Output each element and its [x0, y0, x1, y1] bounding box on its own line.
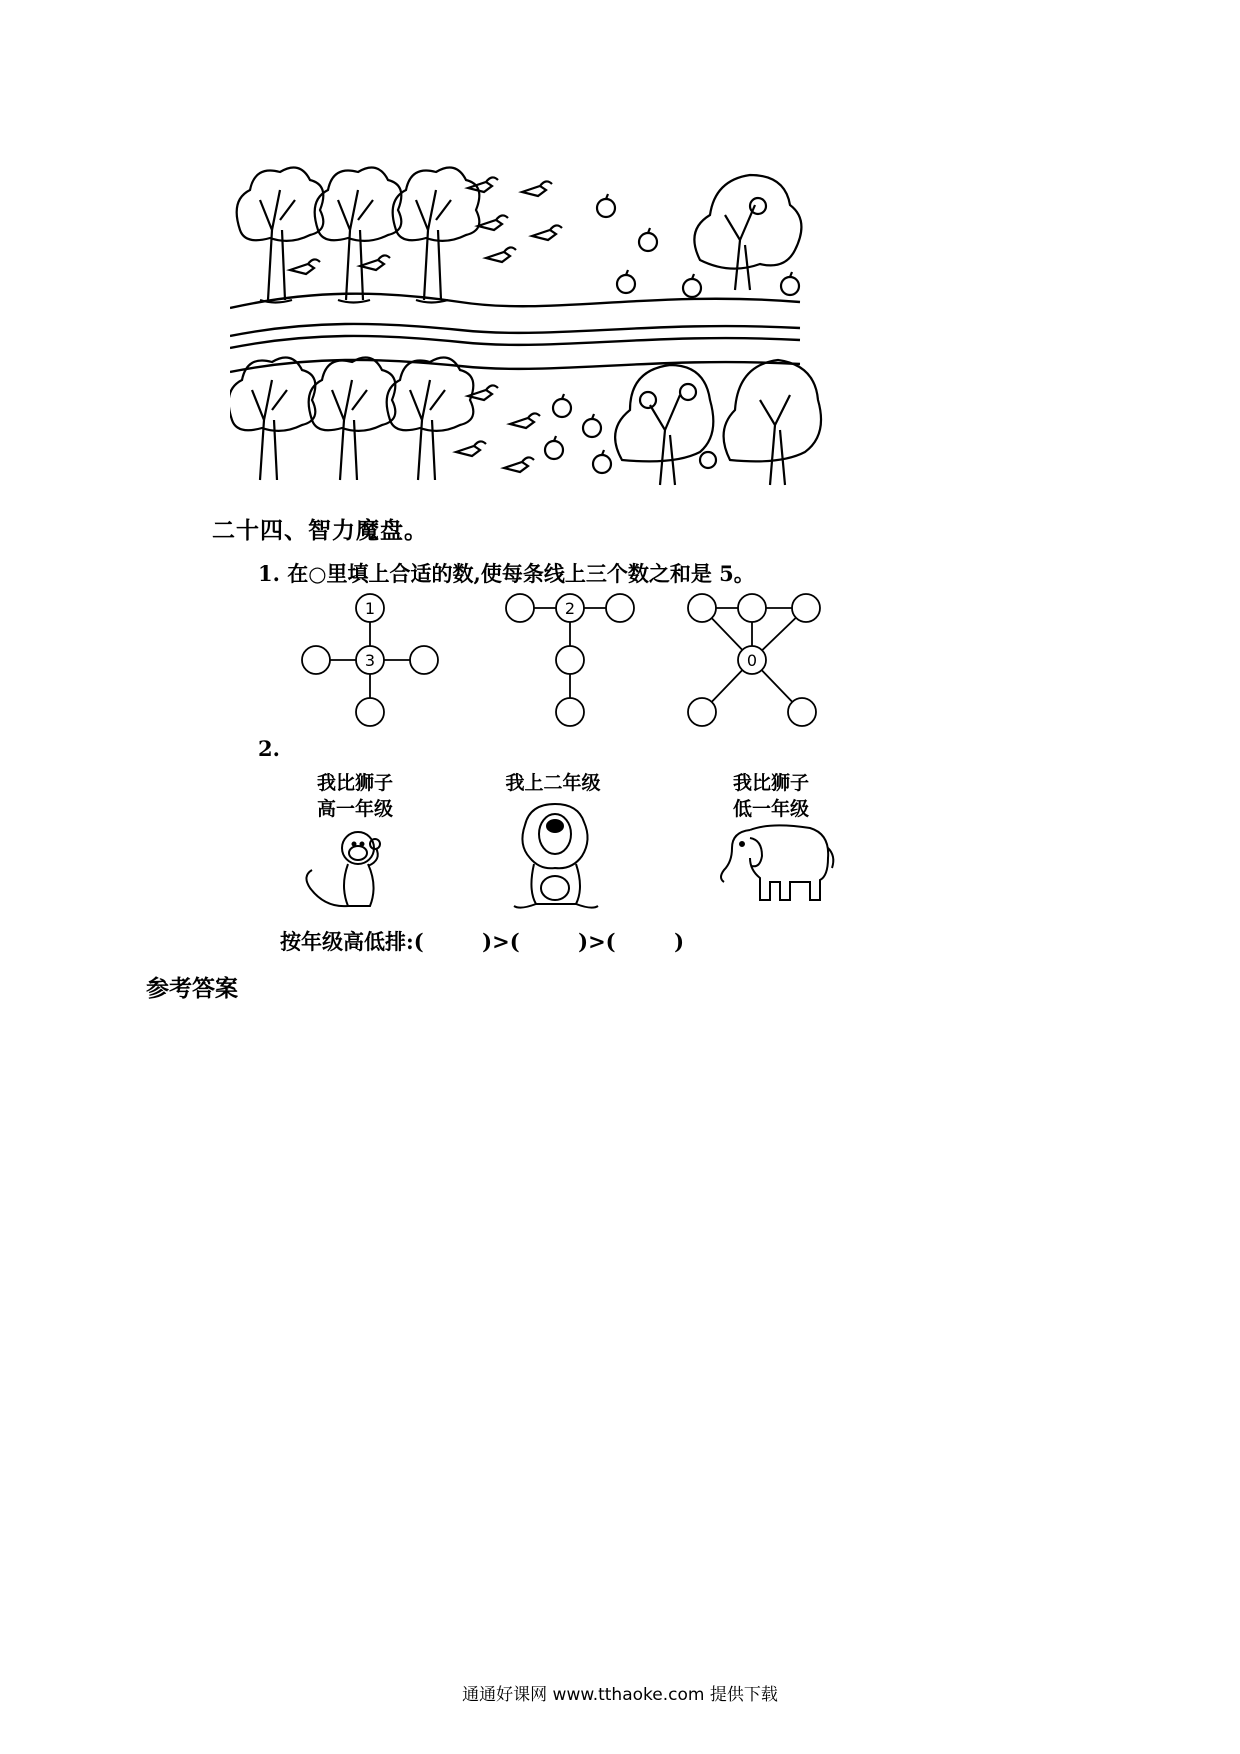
apple-tree-icon: [615, 365, 716, 485]
given-number: 3: [364, 651, 376, 670]
bird-icon: [468, 177, 498, 192]
circle-bottom[interactable]: [556, 698, 584, 726]
circle-top-right[interactable]: [792, 594, 820, 622]
bird-icon: [456, 441, 486, 456]
bird-icon: [510, 413, 540, 428]
magic-disk-cross: [300, 590, 450, 730]
tree-icon: [309, 358, 396, 481]
circle-bottom-left[interactable]: [688, 698, 716, 726]
lion-speech: 我上二年级: [505, 772, 601, 794]
apple-icon: [597, 194, 615, 217]
elephant-speech-line: 我比狮子: [732, 772, 809, 794]
forest-river-illustration: [230, 160, 930, 490]
monkey-icon: [300, 826, 400, 916]
circle-top-left[interactable]: [506, 594, 534, 622]
footer-text: 通通好课网 www.tthaoke.com 提供下载: [462, 1685, 778, 1705]
lion-icon: [500, 800, 610, 920]
elephant-speech-line: 低一年级: [732, 798, 809, 820]
tree-icon: [237, 168, 324, 303]
bird-icon: [478, 215, 508, 230]
given-number: 1: [364, 599, 376, 618]
apple-icon: [781, 272, 799, 295]
magic-disk-t: [502, 590, 652, 730]
order-answer-line[interactable]: 按年级高低排:( )>( )>( ): [280, 929, 685, 954]
section-title: 二十四、智力魔盘。: [212, 517, 428, 544]
circle-top-left[interactable]: [688, 594, 716, 622]
question-1-text: 1. 在○里填上合适的数,使每条线上三个数之和是 5。: [258, 561, 755, 586]
bird-icon: [504, 457, 534, 472]
magic-disk-triangle: [684, 590, 834, 730]
apple-icon: [617, 270, 635, 293]
given-number: 2: [564, 599, 576, 618]
tree-icon: [315, 168, 402, 303]
bird-icon: [360, 255, 390, 270]
tree-icon: [387, 358, 474, 481]
circle-bottom-right[interactable]: [788, 698, 816, 726]
circle-top-right[interactable]: [606, 594, 634, 622]
apple-icon: [545, 436, 563, 459]
given-number: 0: [746, 651, 758, 670]
monkey-speech-line: 我比狮子: [316, 772, 393, 794]
bird-icon: [486, 247, 516, 262]
elephant-icon: [710, 818, 840, 908]
apple-tree-icon: [694, 175, 801, 290]
elephant-speech: [716, 770, 826, 822]
monkey-speech-line: 高一年级: [316, 798, 393, 820]
monkey-speech: [300, 770, 410, 822]
circle-middle[interactable]: [556, 646, 584, 674]
apple-icon: [553, 394, 571, 417]
bird-icon: [290, 259, 320, 274]
tree-icon: [230, 358, 315, 481]
question-2-number: 2.: [258, 736, 280, 761]
circle-left[interactable]: [302, 646, 330, 674]
apple-icon: [593, 450, 611, 473]
answer-title: 参考答案: [146, 975, 238, 1002]
apple-tree-icon: [724, 360, 821, 485]
bird-icon: [532, 225, 562, 240]
circle-bottom[interactable]: [356, 698, 384, 726]
bird-icon: [522, 181, 552, 196]
circle-right[interactable]: [410, 646, 438, 674]
apple-icon: [683, 274, 701, 297]
apple-icon: [639, 228, 657, 251]
apple-icon: [583, 414, 601, 437]
circle-top-center[interactable]: [738, 594, 766, 622]
